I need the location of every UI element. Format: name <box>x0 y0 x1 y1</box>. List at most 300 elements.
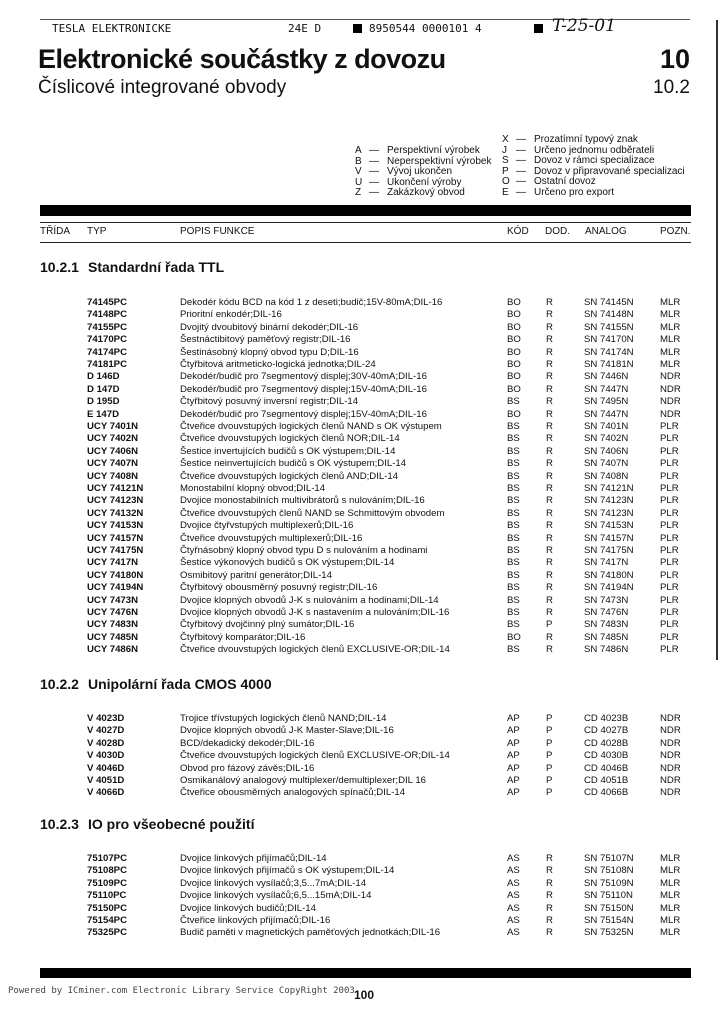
cell-kod: BS <box>507 594 520 606</box>
cell-analog: SN 7476N <box>584 607 629 618</box>
cell-typ: V 4051D <box>87 775 125 786</box>
cell-dod: R <box>546 607 553 618</box>
chapter-number: 10 <box>659 44 690 74</box>
cell-pozn: NDR <box>660 737 681 749</box>
cell-kod: BS <box>507 545 520 556</box>
cell-analog: SN 75325N <box>584 927 634 939</box>
legend-text: Vývoj ukončen <box>387 166 453 177</box>
table-row <box>0 570 720 582</box>
cell-analog: SN 7483N <box>584 619 629 631</box>
table-row <box>0 738 720 750</box>
cell-pozn: PLR <box>660 619 679 631</box>
col-trida: TŘÍDA <box>40 226 70 237</box>
cell-pozn: NDR <box>660 396 681 408</box>
cell-kod: BO <box>507 383 521 395</box>
cell-popis: Čtyřbitový obousměrný posuvný registr;DIL-16 <box>180 582 378 594</box>
cell-pozn: NDR <box>660 725 681 737</box>
legend-dash: — <box>516 144 526 156</box>
cell-pozn: PLR <box>660 545 679 556</box>
cell-dod: R <box>546 927 553 939</box>
table-row <box>0 347 720 359</box>
cell-typ: 75108PC <box>87 865 128 877</box>
cell-analog: SN 74175N <box>584 545 634 556</box>
cell-kod: AP <box>507 762 520 774</box>
table-row <box>0 334 720 346</box>
cell-popis: Osmikanálový analogový multiplexer/demultiplexer;DIL 16 <box>180 775 426 786</box>
cell-dod: P <box>546 713 553 724</box>
table-row <box>0 607 720 619</box>
cell-kod: AS <box>507 915 520 926</box>
cell-pozn: MLR <box>660 853 681 864</box>
cell-typ: 74148PC <box>87 309 128 321</box>
cell-dod: P <box>546 725 553 737</box>
table-row <box>0 787 720 799</box>
legend-text: Dovoz v připravované specializaci <box>534 165 685 177</box>
cell-kod: BS <box>507 470 520 482</box>
cell-dod: R <box>546 865 553 877</box>
cell-typ: D 146D <box>87 371 120 383</box>
barcode-mark <box>534 24 543 33</box>
cell-analog: CD 4023B <box>584 713 629 724</box>
table-row <box>0 890 720 902</box>
legend-key: B <box>355 155 362 167</box>
cell-pozn: MLR <box>660 927 681 939</box>
legend-key: E <box>502 186 509 198</box>
cell-dod: R <box>546 445 553 457</box>
cell-typ: UCY 74157N <box>87 532 144 544</box>
legend-dash: — <box>369 166 379 177</box>
cell-pozn: PLR <box>660 507 679 519</box>
cell-pozn: PLR <box>660 557 679 569</box>
legend-text: Určeno pro export <box>534 186 615 198</box>
cell-analog: SN 74123N <box>584 495 634 507</box>
legend-dash: — <box>369 187 379 198</box>
cell-typ: V 4023D <box>87 713 125 724</box>
cell-kod: BS <box>507 619 520 631</box>
cell-analog: CD 4028B <box>584 737 629 749</box>
cell-dod: R <box>546 383 553 395</box>
cell-analog: SN 75110N <box>584 890 633 902</box>
cell-dod: R <box>546 853 553 864</box>
table-row <box>0 433 720 445</box>
legend-text: Ukončení výroby <box>387 176 462 188</box>
cell-popis: Šestnáctibitový paměťový registr;DIL-16 <box>180 334 351 346</box>
cell-pozn: MLR <box>660 297 681 308</box>
cell-popis: Trojice třívstupých logických členů NAND;DIL-14 <box>180 713 387 724</box>
cell-popis: Čtveřice dvouvstupých členů NAND se Schmittovým obvodem <box>180 507 445 519</box>
cell-popis: Čtveřice dvouvstupých logických členů EXCLUSIVE-OR;DIL-14 <box>180 644 450 656</box>
cell-typ: 74155PC <box>87 321 128 333</box>
cell-pozn: MLR <box>660 865 681 877</box>
cell-typ: 74174PC <box>87 346 128 358</box>
cell-dod: R <box>546 458 553 470</box>
section-heading <box>40 816 254 832</box>
cell-typ: UCY 7417N <box>87 557 139 569</box>
cell-popis: BCD/dekadický dekodér;DIL-16 <box>180 737 315 749</box>
cell-popis: Obvod pro fázový závěs;DIL-16 <box>180 762 315 774</box>
cell-pozn: NDR <box>660 787 681 799</box>
cell-analog: SN 74181N <box>584 359 634 370</box>
footer-text: Powered by ICminer.com Electronic Library Service CopyRight 2003 <box>8 986 355 996</box>
cell-pozn: PLR <box>660 470 679 482</box>
col-kod: KÓD <box>507 226 529 237</box>
cell-pozn: PLR <box>660 483 679 494</box>
cell-typ: 75107PC <box>87 853 128 864</box>
cell-kod: AP <box>507 787 520 799</box>
cell-analog: SN 74174N <box>584 346 634 358</box>
table-row <box>0 409 720 421</box>
legend-key: X <box>502 134 509 145</box>
barcode-mark <box>353 24 362 33</box>
table-row <box>0 297 720 309</box>
cell-typ: D 195D <box>87 396 120 408</box>
cell-pozn: MLR <box>660 915 681 926</box>
cell-pozn: PLR <box>660 532 679 544</box>
col-popis: POPIS FUNKCE <box>180 226 255 237</box>
cell-dod: R <box>546 507 553 519</box>
cell-pozn: PLR <box>660 594 679 606</box>
cell-popis: Dvojice monostabilních multivibrátorů s nulováním;DIL-16 <box>180 495 425 507</box>
cell-dod: P <box>546 619 553 631</box>
cell-analog: SN 74145N <box>584 297 634 308</box>
table-row <box>0 582 720 594</box>
table-row <box>0 750 720 762</box>
col-typ: TYP <box>87 226 107 237</box>
section-number: 10.2.1 <box>40 259 79 275</box>
cell-popis: Dvojice klopných obvodů J-K s nulováním a hodinami;DIL-14 <box>180 594 439 606</box>
cell-dod: R <box>546 915 553 926</box>
cell-popis: Dvojice linkových vysílačů;3,5...7mA;DIL-14 <box>180 877 367 889</box>
legend-dash: — <box>516 186 526 198</box>
legend-dash: — <box>369 155 379 167</box>
header-code: 24E D <box>288 22 322 35</box>
cell-popis: Dvojitý dvoubitový binární dekodér;DIL-16 <box>180 321 359 333</box>
cell-kod: AP <box>507 737 520 749</box>
legend-dash: — <box>369 145 379 156</box>
cell-kod: BO <box>507 631 521 643</box>
cell-popis: Budič paměti v magnetických paměťových jednotkách;DIL-16 <box>180 927 441 939</box>
table-row <box>0 471 720 483</box>
table-row <box>0 458 720 470</box>
cell-dod: R <box>546 371 553 383</box>
cell-kod: AS <box>507 877 520 889</box>
cell-dod: R <box>546 594 553 606</box>
table-row <box>0 632 720 644</box>
cell-kod: BS <box>507 458 520 470</box>
cell-kod: BO <box>507 371 521 383</box>
cell-typ: UCY 74175N <box>87 545 144 556</box>
cell-kod: AS <box>507 902 520 914</box>
table-row <box>0 713 720 725</box>
cell-analog: CD 4051B <box>584 775 629 786</box>
cell-popis: Čtveřice dvouvstupých logických členů EXCLUSIVE-OR;DIL-14 <box>180 750 450 762</box>
cell-kod: BS <box>507 483 520 494</box>
table-row <box>0 309 720 321</box>
cell-analog: SN 7473N <box>584 594 629 606</box>
cell-kod: BS <box>507 433 520 445</box>
legend-text: Perspektivní výrobek <box>387 145 480 156</box>
cell-typ: V 4046D <box>87 762 125 774</box>
cell-typ: 75109PC <box>87 877 128 889</box>
cell-pozn: NDR <box>660 750 681 762</box>
cell-analog: CD 4030B <box>584 750 629 762</box>
cell-analog: SN 7447N <box>584 383 629 395</box>
col-analog: ANALOG <box>585 226 627 237</box>
cell-typ: UCY 7401N <box>87 421 139 432</box>
cell-dod: R <box>546 520 553 532</box>
cell-dod: R <box>546 644 553 656</box>
cell-dod: R <box>546 359 553 370</box>
cell-dod: R <box>546 890 553 902</box>
cell-popis: Dekodér/budič pro 7segmentový displej;15V-40mA;DIL-16 <box>180 383 427 395</box>
legend-key: O <box>502 176 510 187</box>
divider <box>40 242 691 243</box>
legend-left <box>355 146 492 199</box>
cell-analog: SN 7417N <box>584 557 629 569</box>
table-row <box>0 775 720 787</box>
cell-dod: R <box>546 902 553 914</box>
cell-dod: P <box>546 762 553 774</box>
cell-typ: 75325PC <box>87 927 128 939</box>
cell-popis: Monostabilní klopný obvod;DIL-14 <box>180 483 326 494</box>
cell-typ: UCY 7486N <box>87 644 139 656</box>
legend-key: A <box>355 145 362 156</box>
handwritten-note: T-25-01 <box>552 16 616 36</box>
section-title: Unipolární řada CMOS 4000 <box>88 676 272 692</box>
cell-dod: R <box>546 408 553 420</box>
divider <box>40 222 691 223</box>
cell-analog: SN 7446N <box>584 371 629 383</box>
page-number: 100 <box>354 988 375 1002</box>
cell-analog: SN 75107N <box>584 853 634 864</box>
cell-typ: UCY 7407N <box>87 458 139 470</box>
cell-pozn: NDR <box>660 371 681 383</box>
cell-typ: UCY 74153N <box>87 520 144 532</box>
cell-analog: SN 74148N <box>584 309 634 321</box>
cell-pozn: PLR <box>660 631 679 643</box>
cell-popis: Šestice neinvertujících budičů s OK výstupem;DIL-14 <box>180 458 407 470</box>
col-dod: DOD. <box>545 226 570 237</box>
publisher: TESLA ELEKTRONICKE <box>52 22 172 35</box>
cell-typ: V 4030D <box>87 750 125 762</box>
legend-key: Z <box>355 187 362 198</box>
cell-typ: UCY 74132N <box>87 507 144 519</box>
cell-popis: Čtveřice obousměrných analogových spínačů;DIL-14 <box>180 787 406 799</box>
table-row <box>0 322 720 334</box>
cell-popis: Osmibitový paritní generátor;DIL-14 <box>180 569 332 581</box>
cell-dod: R <box>546 582 553 594</box>
cell-kod: BS <box>507 644 520 656</box>
cell-popis: Dvojice linkových přijímačů s OK výstupem;DIL-14 <box>180 865 395 877</box>
cell-typ: E 147D <box>87 408 119 420</box>
cell-pozn: MLR <box>660 877 681 889</box>
cell-analog: SN 7486N <box>584 644 629 656</box>
cell-kod: BS <box>507 557 520 569</box>
legend-dash: — <box>516 155 526 166</box>
cell-popis: Dvojice klopných obvodů J-K s nastavením a nulováním;DIL-16 <box>180 607 450 618</box>
table-row <box>0 644 720 656</box>
cell-popis: Dvojice linkových vysílačů;6,5...15mA;DIL-14 <box>180 890 372 902</box>
cell-pozn: PLR <box>660 458 679 470</box>
cell-popis: Dekodér/budič pro 7segmentový displej;15V-40mA;DIL-16 <box>180 408 427 420</box>
page-title: Elektronické součástky z dovozu <box>38 44 446 74</box>
cell-typ: UCY 74123N <box>87 495 144 507</box>
cell-popis: Čtveřice dvouvstupých logických členů NAND s OK výstupem <box>180 421 442 432</box>
cell-popis: Čtveřice dvouvstupých logických členů NOR;DIL-14 <box>180 433 400 445</box>
section-number: 10.2.3 <box>40 816 79 832</box>
legend-dash: — <box>516 134 526 145</box>
cell-typ: 75150PC <box>87 902 128 914</box>
cell-pozn: MLR <box>660 359 681 370</box>
cell-analog: SN 74155N <box>584 321 634 333</box>
cell-popis: Čtveřice dvouvstupých multiplexerů;DIL-16 <box>180 532 363 544</box>
cell-analog: CD 4066B <box>584 787 629 799</box>
cell-popis: Dvojice linkových přijímačů;DIL-14 <box>180 853 327 864</box>
header-serial: 8950544 0000101 4 <box>369 22 482 35</box>
cell-typ: 75110PC <box>87 890 127 902</box>
cell-typ: V 4028D <box>87 737 125 749</box>
cell-analog: CD 4046B <box>584 762 629 774</box>
cell-dod: P <box>546 737 553 749</box>
cell-pozn: MLR <box>660 902 681 914</box>
col-pozn: POZN. <box>660 226 691 237</box>
cell-typ: UCY 74121N <box>87 483 144 494</box>
cell-popis: Šestice invertujících budičů s OK výstupem;DIL-14 <box>180 445 396 457</box>
cell-typ: V 4066D <box>87 787 125 799</box>
cell-dod: R <box>546 433 553 445</box>
cell-typ: UCY 7473N <box>87 594 139 606</box>
table-row <box>0 853 720 865</box>
table-row <box>0 508 720 520</box>
cell-kod: BO <box>507 408 521 420</box>
cell-kod: BS <box>507 532 520 544</box>
footer-bar <box>40 968 691 978</box>
cell-analog: SN 75109N <box>584 877 634 889</box>
legend-dash: — <box>516 165 526 177</box>
cell-analog: SN 7495N <box>584 396 629 408</box>
cell-dod: P <box>546 775 553 786</box>
legend-key: S <box>502 155 509 166</box>
table-row <box>0 545 720 557</box>
cell-typ: UCY 7408N <box>87 470 139 482</box>
cell-pozn: PLR <box>660 607 679 618</box>
cell-typ: V 4027D <box>87 725 125 737</box>
cell-popis: Čtyřbitová aritmeticko-logická jednotka;DIL-24 <box>180 359 376 370</box>
cell-popis: Dvojice klopných obvodů J-K Master-Slave;DIL-16 <box>180 725 394 737</box>
cell-typ: 75154PC <box>87 915 128 926</box>
page-subtitle: Číslicové integrované obvody <box>38 77 287 98</box>
cell-dod: R <box>546 545 553 556</box>
cell-popis: Šestice výkonových budičů s OK výstupem;DIL-14 <box>180 557 395 569</box>
cell-kod: BS <box>507 495 520 507</box>
cell-pozn: MLR <box>660 321 681 333</box>
cell-kod: BO <box>507 297 521 308</box>
legend-key: J <box>502 144 507 156</box>
cell-popis: Dekodér kódu BCD na kód 1 z deseti;budič;15V-80mA;DIL-16 <box>180 297 443 308</box>
legend-key: V <box>355 166 362 177</box>
cell-typ: UCY 7485N <box>87 631 139 643</box>
cell-dod: R <box>546 334 553 346</box>
cell-dod: P <box>546 750 553 762</box>
section-title: IO pro všeobecné použití <box>88 816 255 832</box>
cell-pozn: PLR <box>660 569 679 581</box>
cell-pozn: PLR <box>660 520 679 532</box>
legend-text: Neperspektivní výrobek <box>387 155 492 167</box>
legend-item <box>355 188 492 199</box>
cell-analog: SN 7401N <box>584 421 629 432</box>
cell-dod: R <box>546 483 553 494</box>
cell-dod: R <box>546 495 553 507</box>
cell-typ: UCY 7406N <box>87 445 139 457</box>
cell-dod: R <box>546 346 553 358</box>
cell-pozn: MLR <box>660 334 681 346</box>
cell-kod: AP <box>507 725 520 737</box>
cell-analog: SN 74121N <box>584 483 634 494</box>
cell-kod: AP <box>507 750 520 762</box>
cell-pozn: NDR <box>660 383 681 395</box>
section-heading <box>40 259 224 275</box>
cell-popis: Čtyřbitový dvojčinný plný sumátor;DIL-16 <box>180 619 355 631</box>
table-row <box>0 903 720 915</box>
cell-analog: SN 7408N <box>584 470 629 482</box>
header-bar <box>40 205 691 216</box>
cell-pozn: MLR <box>660 346 681 358</box>
cell-kod: BS <box>507 396 520 408</box>
legend-item <box>502 156 685 167</box>
cell-kod: AP <box>507 775 520 786</box>
cell-analog: SN 74123N <box>584 507 634 519</box>
cell-typ: UCY 7402N <box>87 433 139 445</box>
cell-kod: AS <box>507 853 520 864</box>
cell-typ: UCY 7483N <box>87 619 139 631</box>
section-heading <box>40 676 272 692</box>
legend-right <box>502 135 685 198</box>
legend-dash: — <box>369 176 379 188</box>
cell-kod: BS <box>507 421 520 432</box>
cell-kod: BO <box>507 346 521 358</box>
cell-popis: Dvojice čtyřvstupých multiplexerů;DIL-16 <box>180 520 354 532</box>
table-row <box>0 533 720 545</box>
cell-popis: Čtyřnásobný klopný obvod typu D s nulováním a hodinami <box>180 545 428 556</box>
cell-analog: SN 74153N <box>584 520 634 532</box>
cell-dod: P <box>546 787 553 799</box>
table-row <box>0 384 720 396</box>
legend-item <box>355 167 492 178</box>
table-row <box>0 396 720 408</box>
table-row <box>0 359 720 371</box>
cell-kod: BS <box>507 582 520 594</box>
cell-popis: Čtveřice dvouvstupých logických členů AND;DIL-14 <box>180 470 399 482</box>
cell-kod: BS <box>507 507 520 519</box>
cell-analog: SN 75108N <box>584 865 634 877</box>
cell-analog: SN 74180N <box>584 569 634 581</box>
legend-text: Dovoz v rámci specializace <box>534 155 655 166</box>
cell-pozn: NDR <box>660 762 681 774</box>
table-row <box>0 446 720 458</box>
legend-item <box>502 177 685 188</box>
cell-analog: SN 7407N <box>584 458 629 470</box>
legend-item <box>355 146 492 157</box>
cell-popis: Dvojice linkových budičů;DIL-14 <box>180 902 316 914</box>
cell-typ: D 147D <box>87 383 120 395</box>
table-row <box>0 421 720 433</box>
cell-kod: BO <box>507 321 521 333</box>
cell-analog: SN 74170N <box>584 334 634 346</box>
cell-popis: Prioritní enkodér;DIL-16 <box>180 309 282 321</box>
cell-kod: AS <box>507 927 520 939</box>
cell-analog: SN 75154N <box>584 915 634 926</box>
table-row <box>0 520 720 532</box>
